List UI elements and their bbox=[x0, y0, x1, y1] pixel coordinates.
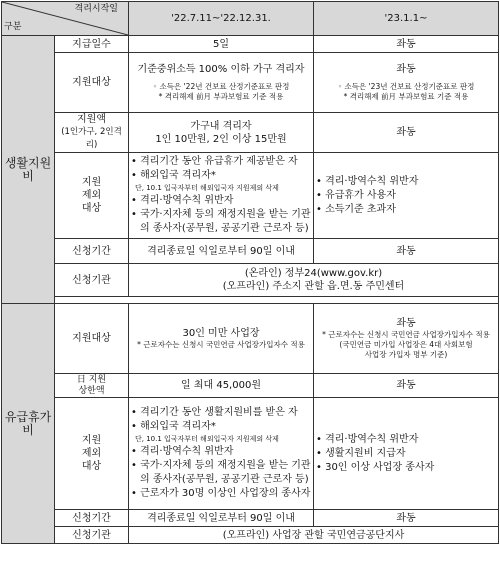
s1-agency-value bbox=[129, 264, 499, 297]
s2-agency-label: 신청기관 bbox=[55, 527, 129, 544]
s1-target-col2-note1: ◦ 소득은 '23년 건보료 산정기준표로 판정 bbox=[337, 82, 475, 91]
s2-target-col1 bbox=[129, 304, 314, 374]
s2-target-col2-note3: 사업장 가입자 명부 기준) bbox=[364, 350, 448, 359]
s1-exclusion-col1-list bbox=[131, 155, 311, 236]
s2-daily-limit-label-line2: 상한액 bbox=[78, 385, 105, 396]
s2-exclusion-col1-item: • 국가·지자체 등의 재정지원을 받는 기관의 종사자(공무원, 공공기관 근로자 등) bbox=[131, 460, 311, 485]
s1-period-row bbox=[2, 239, 499, 264]
s1-exclusion-col2-list bbox=[316, 175, 496, 217]
s2-daily-limit-row bbox=[2, 374, 499, 398]
s1-exclusion-label-line2: 제외 bbox=[81, 190, 102, 201]
s2-exclusion-label-line2: 제외 bbox=[81, 448, 102, 459]
s2-exclusion-label bbox=[55, 398, 129, 510]
s2-agency-row bbox=[2, 527, 499, 544]
s1-target-col2-main: 좌동 bbox=[396, 64, 416, 75]
s1-target-label: 지원대상 bbox=[55, 53, 129, 113]
s2-exclusion-col1-item: 단, 10.1 입국자부터 해외입국자 지원제외 삭제 bbox=[135, 435, 279, 443]
s1-agency-row bbox=[2, 264, 499, 297]
s1-period-col2: 좌동 bbox=[314, 239, 499, 264]
section-title-paid-leave: 유급휴가비 bbox=[2, 304, 55, 544]
s1-spacer-row bbox=[2, 297, 499, 304]
s1-target-col1 bbox=[129, 53, 314, 113]
s1-agency-label: 신청기관 bbox=[55, 264, 129, 297]
s1-exclusion-col1-item: 단, 10.1 입국자부터 해외입국자 지원제외 삭제 bbox=[135, 184, 279, 192]
s1-exclusion-col2 bbox=[314, 153, 499, 239]
s1-exclusion-col1-item: • 격리기간 동안 유급휴가 제공받은 자 bbox=[131, 156, 298, 167]
s1-exclusion-col1-item: • 격리·방역수칙 위반자 bbox=[131, 195, 234, 206]
s2-target-col2-main: 좌동 bbox=[396, 318, 416, 329]
s1-exclusion-col1 bbox=[129, 153, 314, 239]
s2-daily-limit-col2: 좌동 bbox=[314, 374, 499, 398]
s2-target-col1-note1: * 근로자수는 신청시 국민연금 사업장가입자수 적용 bbox=[137, 340, 305, 349]
s1-agency-line1: (온라인) 정부24(www.gov.kr) bbox=[244, 268, 383, 279]
s2-daily-limit-label-line1: 日 지원 bbox=[76, 374, 107, 385]
s2-target-label: 지원대상 bbox=[55, 304, 129, 374]
s1-support-amount-label bbox=[55, 113, 129, 153]
comparison-table bbox=[1, 1, 499, 544]
s1-period-col1: 격리종료일 익일로부터 90일 이내 bbox=[129, 239, 314, 264]
s2-target-col2-note1: * 근로자수는 신청시 국민연금 사업장가입자수 적용 bbox=[322, 330, 490, 339]
s2-target-row bbox=[2, 304, 499, 374]
s1-exclusion-row bbox=[2, 153, 499, 239]
s2-exclusion-col2 bbox=[314, 398, 499, 510]
s1-exclusion-col1-item: • 해외입국 격리자* bbox=[131, 170, 216, 181]
s1-target-col1-note1: ◦ 소득은 '22년 건보료 산정기준표로 판정 bbox=[152, 82, 290, 91]
s1-exclusion-col2-item: • 격리·방역수칙 위반자 bbox=[316, 175, 419, 187]
s1-support-amount-row bbox=[2, 113, 499, 153]
header-corner-cell bbox=[2, 2, 129, 36]
s1-exclusion-label-line3: 대상 bbox=[81, 203, 102, 214]
s2-exclusion-col1 bbox=[129, 398, 314, 510]
s2-exclusion-col1-item: • 격리기간 동안 생활지원비를 받은 자 bbox=[131, 407, 298, 418]
s1-support-amount-col1-line1: 가구내 격리자 bbox=[190, 120, 252, 132]
s2-exclusion-col1-item: • 해외입국 격리자* bbox=[131, 421, 216, 432]
header-col1: '22.7.11~'22.12.31. bbox=[129, 2, 314, 36]
s1-support-amount-label-line2: (1인가구, 2인격리) bbox=[61, 127, 122, 150]
s1-target-col1-note2: * 격리해제 前月 부과보험료 기준 적용 bbox=[158, 92, 284, 101]
s2-daily-limit-label bbox=[55, 374, 129, 398]
s2-period-col1: 격리종료일 익일로부터 90일 이내 bbox=[129, 510, 314, 527]
s1-spacer bbox=[55, 297, 499, 304]
corner-top-label: 격리시작일 bbox=[74, 4, 118, 14]
s2-exclusion-row bbox=[2, 398, 499, 510]
s1-amount-col2: 좌동 bbox=[314, 36, 499, 53]
s1-agency-line2: (오프라인) 주소지 관할 읍.면.동 주민센터 bbox=[222, 281, 405, 292]
s2-exclusion-label-line1: 지원 bbox=[81, 435, 102, 446]
s1-exclusion-col2-item: • 유급휴가 사용자 bbox=[316, 189, 396, 201]
s2-exclusion-col2-item: • 30인 이상 사업장 종사자 bbox=[316, 461, 435, 473]
s2-exclusion-col1-list bbox=[131, 406, 311, 501]
s1-support-amount-label-line1: 지원액 bbox=[77, 114, 106, 125]
corner-bottom-label: 구분 bbox=[4, 22, 22, 32]
s1-target-col2 bbox=[314, 53, 499, 113]
s1-amount-label: 지급일수 bbox=[55, 36, 129, 53]
s1-exclusion-col2-item: • 소득기준 초과자 bbox=[316, 203, 396, 215]
s2-target-col2 bbox=[314, 304, 499, 374]
s1-amount-row bbox=[2, 36, 499, 53]
s1-support-amount-col2: 좌동 bbox=[314, 113, 499, 153]
s2-exclusion-col2-list bbox=[316, 433, 496, 475]
s1-exclusion-label bbox=[55, 153, 129, 239]
s1-support-amount-col1 bbox=[129, 113, 314, 153]
s1-target-col1-main: 기준중위소득 100% 이하 가구 격리자 bbox=[137, 64, 305, 75]
header-row bbox=[2, 2, 499, 36]
s2-exclusion-col2-item: • 격리·방역수칙 위반자 bbox=[316, 433, 419, 445]
s1-amount-col1: 5일 bbox=[129, 36, 314, 53]
s2-daily-limit-col1: 일 최대 45,000원 bbox=[129, 374, 314, 398]
s1-period-label: 신청기간 bbox=[55, 239, 129, 264]
s1-exclusion-label-line1: 지원 bbox=[81, 177, 102, 188]
s2-exclusion-col2-item: • 생활지원비 지급자 bbox=[316, 447, 406, 459]
s1-target-row bbox=[2, 53, 499, 113]
s1-support-amount-col1-line2: 1인 10만원, 2인 이상 15만원 bbox=[155, 133, 287, 145]
s2-agency-value: (오프라인) 사업장 관할 국민연금공단지사 bbox=[129, 527, 499, 544]
section-title-living-support: 생활지원비 bbox=[2, 36, 55, 304]
s2-period-col2: 좌동 bbox=[314, 510, 499, 527]
s2-exclusion-label-line3: 대상 bbox=[81, 461, 102, 472]
s2-period-row bbox=[2, 510, 499, 527]
s1-exclusion-col1-item: • 국가·지자체 등의 재정지원을 받는 기관의 종사자(공무원, 공공기관 근로자 등) bbox=[131, 209, 311, 234]
s2-target-col2-note2: (국민연금 미가입 사업장은 4대 사회보험 bbox=[339, 340, 473, 349]
header-col2: '23.1.1~ bbox=[314, 2, 499, 36]
s1-target-col2-note2: * 격리해제 前月 부과보험료 기준 적용 bbox=[343, 92, 469, 101]
s2-period-label: 신청기간 bbox=[55, 510, 129, 527]
s2-exclusion-col1-item: • 격리·방역수칙 위반자 bbox=[131, 446, 234, 457]
s2-exclusion-col1-item: • 근로자가 30명 이상인 사업장의 종사자 bbox=[131, 488, 311, 499]
s2-target-col1-main: 30인 미만 사업장 bbox=[182, 328, 260, 339]
